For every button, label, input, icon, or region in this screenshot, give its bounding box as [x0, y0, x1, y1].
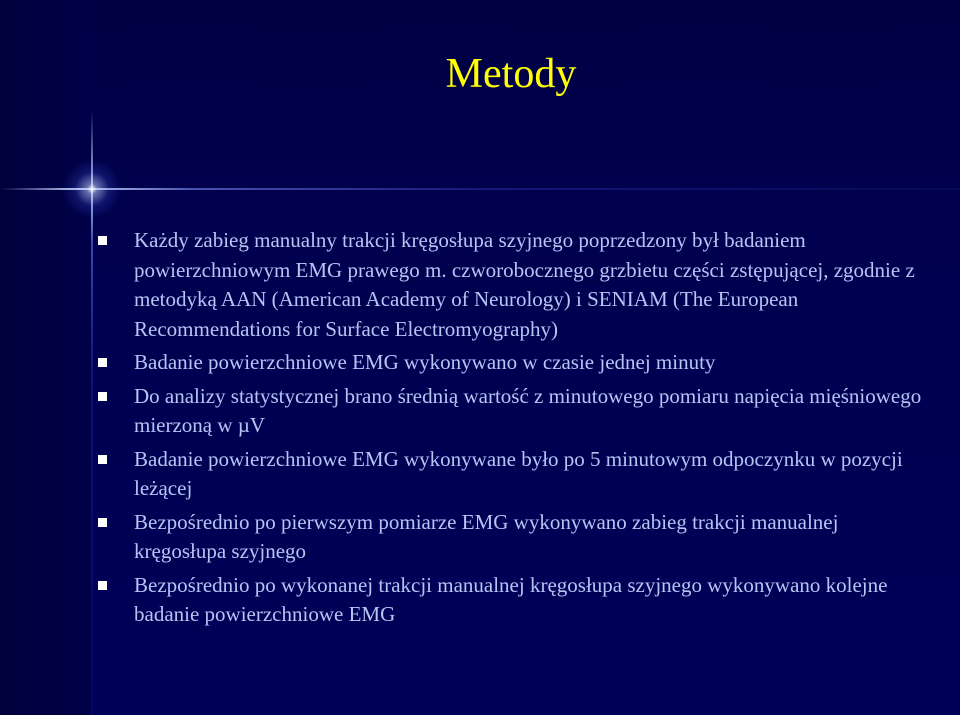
bullet-text: Każdy zabieg manualny trakcji kręgosłupa szyjnego poprzedzony był badaniem powierzchniowym EMG prawego m. czworobocznego grzbietu części zstępującej, zgodnie z metodyką AAN (American Academy of Neurology) i SENIAM (The European Recommendations for Surface Electromyography) [134, 228, 915, 341]
bullet-item [96, 382, 926, 441]
bullet-item [96, 445, 926, 504]
bullet-text: Badanie powierzchniowe EMG wykonywano w czasie jednej minuty [134, 350, 716, 374]
bullet-text: Bezpośrednio po pierwszym pomiarze EMG wykonywano zabieg trakcji manualnej kręgosłupa szyjnego [134, 509, 839, 563]
bullet-item [96, 508, 926, 567]
bullet-list [96, 226, 926, 634]
bullet-item [96, 226, 926, 344]
square-bullet-icon [98, 581, 107, 590]
bullet-text: Bezpośrednio po wykonanej trakcji manualnej kręgosłupa szyjnego wykonywano kolejne badanie powierzchniowe EMG [134, 572, 888, 626]
bullet-item [96, 348, 926, 378]
slide-title: Metody [445, 51, 577, 97]
bullet-item [96, 571, 926, 630]
square-bullet-icon [98, 392, 107, 401]
square-bullet-icon [98, 358, 107, 367]
square-bullet-icon [98, 455, 107, 464]
bullet-text: Do analizy statystycznej brano średnią wartość z minutowego pomiaru napięcia mięśniowego mierzoną w µV [134, 383, 922, 437]
star-glow-decoration [62, 159, 122, 219]
square-bullet-icon [98, 236, 107, 245]
square-bullet-icon [98, 518, 107, 527]
left-decorative-band [0, 0, 92, 715]
bullet-text: Badanie powierzchniowe EMG wykonywane było po 5 minutowym odpoczynku w pozycji leżącej [134, 446, 903, 500]
horizontal-accent-line [0, 188, 960, 190]
